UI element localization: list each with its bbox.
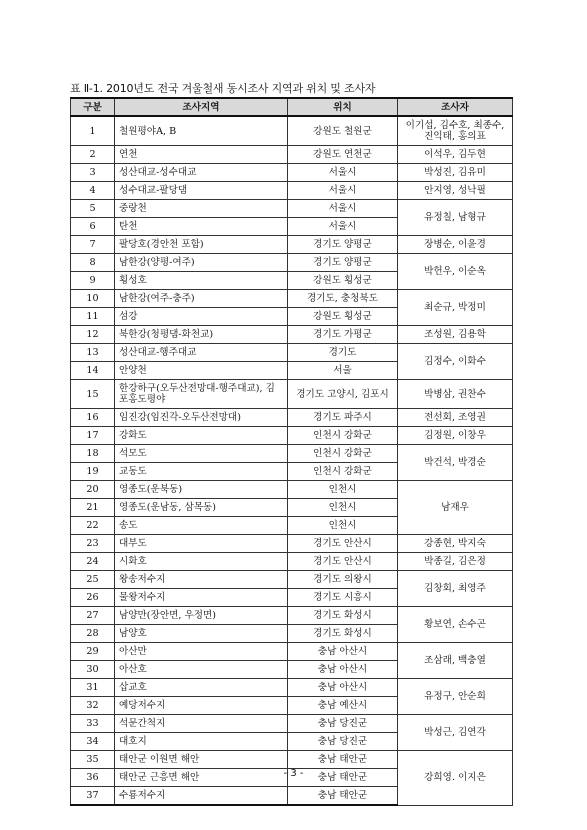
survey-area-cell: 남한강(여주-충주) — [115, 290, 288, 308]
row-number: 31 — [71, 679, 115, 697]
survey-area-cell: 횡성호 — [115, 272, 288, 290]
location-cell: 서울 — [288, 362, 398, 380]
row-number: 9 — [71, 272, 115, 290]
location-cell: 경기도 파주시 — [288, 409, 398, 427]
row-number: 28 — [71, 625, 115, 643]
location-cell: 충남 아산시 — [288, 643, 398, 661]
survey-area-cell: 북한강(청평댐-화천교) — [115, 326, 288, 344]
row-number: 36 — [71, 769, 115, 787]
location-cell: 경기도 안산시 — [288, 553, 398, 571]
survey-area-cell: 안양천 — [115, 362, 288, 380]
location-cell: 경기도 — [288, 344, 398, 362]
location-cell: 서울시 — [288, 182, 398, 200]
surveyor-cell: 김정원, 이창우 — [398, 427, 513, 445]
survey-area-cell: 물왕저수지 — [115, 589, 288, 607]
location-cell: 충남 예산시 — [288, 697, 398, 715]
row-number: 32 — [71, 697, 115, 715]
table-row — [71, 481, 513, 499]
table-row — [71, 409, 513, 427]
table-row — [71, 751, 513, 769]
row-number: 29 — [71, 643, 115, 661]
header-survey-area: 조사지역 — [115, 98, 288, 116]
survey-area-cell: 대부도 — [115, 535, 288, 553]
survey-area-cell: 임진강(임진각-오두산전망대) — [115, 409, 288, 427]
row-number: 27 — [71, 607, 115, 625]
row-number: 20 — [71, 481, 115, 499]
surveyor-cell: 김창회, 최영주 — [398, 571, 513, 607]
survey-area-cell: 중랑천 — [115, 200, 288, 218]
surveyor-cell: 황보연, 손수곤 — [398, 607, 513, 643]
surveyor-cell: 박헌우, 이순옥 — [398, 254, 513, 290]
location-cell: 인천시 강화군 — [288, 427, 398, 445]
location-cell: 강원도 철원군 — [288, 116, 398, 146]
location-cell: 서울시 — [288, 218, 398, 236]
row-number: 18 — [71, 445, 115, 463]
surveyor-cell: 박병삼, 권찬수 — [398, 380, 513, 409]
row-number: 8 — [71, 254, 115, 272]
location-cell: 인천시 강화군 — [288, 463, 398, 481]
location-cell: 경기도 시흥시 — [288, 589, 398, 607]
table-row — [71, 643, 513, 661]
page-number: - 3 - — [283, 768, 304, 779]
survey-area-cell: 수룡저수지 — [115, 787, 288, 806]
surveyor-cell: 이석우, 김두현 — [398, 146, 513, 164]
row-number: 16 — [71, 409, 115, 427]
survey-area-cell: 남양호 — [115, 625, 288, 643]
surveyor-cell: 유정구, 안순희 — [398, 679, 513, 715]
header-category: 구분 — [71, 98, 115, 116]
surveyor-cell: 조성원, 김용학 — [398, 326, 513, 344]
location-cell: 강원도 횡성군 — [288, 272, 398, 290]
row-number: 24 — [71, 553, 115, 571]
surveyor-cell: 김정수, 이화수 — [398, 344, 513, 380]
survey-area-cell: 성산대교-행주대교 — [115, 344, 288, 362]
table-row — [71, 535, 513, 553]
survey-area-cell: 시화호 — [115, 553, 288, 571]
table-row — [71, 715, 513, 733]
survey-area-cell: 대호지 — [115, 733, 288, 751]
location-cell: 인천시 — [288, 481, 398, 499]
location-cell: 강원도 횡성군 — [288, 308, 398, 326]
survey-area-cell: 탄천 — [115, 218, 288, 236]
table-row — [71, 182, 513, 200]
table-row — [71, 344, 513, 362]
surveyor-cell: 이기섭, 김수호, 최종수, 진익태, 홍의표 — [398, 116, 513, 146]
surveyor-cell: 유정칠, 남형규 — [398, 200, 513, 236]
location-cell: 경기도 양평군 — [288, 236, 398, 254]
location-cell: 충남 당진군 — [288, 733, 398, 751]
survey-area-cell: 남양만(장안면, 우정면) — [115, 607, 288, 625]
survey-area-cell: 섬강 — [115, 308, 288, 326]
location-cell: 경기도 안산시 — [288, 535, 398, 553]
table-row — [71, 164, 513, 182]
location-cell: 충남 아산시 — [288, 661, 398, 679]
location-cell: 충남 태안군 — [288, 751, 398, 769]
location-cell: 인천시 — [288, 517, 398, 535]
table-row — [71, 380, 513, 409]
survey-area-cell: 강화도 — [115, 427, 288, 445]
table-row — [71, 326, 513, 344]
table-row — [71, 679, 513, 697]
row-number: 21 — [71, 499, 115, 517]
survey-area-cell: 태안군 이원면 해안 — [115, 751, 288, 769]
row-number: 14 — [71, 362, 115, 380]
location-cell: 충남 태안군 — [288, 769, 398, 787]
header-surveyor: 조사자 — [398, 98, 513, 116]
location-cell: 인천시 — [288, 499, 398, 517]
location-cell: 경기도 양평군 — [288, 254, 398, 272]
row-number: 12 — [71, 326, 115, 344]
survey-area-cell: 남한강(양평-여주) — [115, 254, 288, 272]
table-row — [71, 607, 513, 625]
header-location: 위치 — [288, 98, 398, 116]
row-number: 10 — [71, 290, 115, 308]
surveyor-cell: 박성진, 김유미 — [398, 164, 513, 182]
table-row — [71, 427, 513, 445]
surveyor-cell: 장병순, 이윤경 — [398, 236, 513, 254]
surveyor-cell: 박종길, 김은정 — [398, 553, 513, 571]
table-row — [71, 236, 513, 254]
surveyor-cell: 전선회, 조영권 — [398, 409, 513, 427]
location-cell: 인천시 강화군 — [288, 445, 398, 463]
row-number: 2 — [71, 146, 115, 164]
row-number: 22 — [71, 517, 115, 535]
row-number: 1 — [71, 116, 115, 146]
location-cell: 서울시 — [288, 200, 398, 218]
surveyor-cell: 박성근, 김연각 — [398, 715, 513, 751]
survey-area-cell: 영종도(운남동, 삼목동) — [115, 499, 288, 517]
table-row — [71, 254, 513, 272]
location-cell: 경기도 의왕시 — [288, 571, 398, 589]
row-number: 11 — [71, 308, 115, 326]
row-number: 13 — [71, 344, 115, 362]
row-number: 35 — [71, 751, 115, 769]
survey-area-cell: 연천 — [115, 146, 288, 164]
location-cell: 서울시 — [288, 164, 398, 182]
row-number: 34 — [71, 733, 115, 751]
row-number: 19 — [71, 463, 115, 481]
location-cell: 경기도 화성시 — [288, 607, 398, 625]
survey-area-cell: 성수대교-팔당댐 — [115, 182, 288, 200]
survey-area-cell: 팔당호(경안천 포함) — [115, 236, 288, 254]
survey-area-cell: 한강하구(오두산전망대-행주대교), 김포홍도평야 — [115, 380, 288, 409]
surveyor-cell: 최순규, 박정미 — [398, 290, 513, 326]
row-number: 37 — [71, 787, 115, 806]
survey-area-cell: 교동도 — [115, 463, 288, 481]
table-row — [71, 146, 513, 164]
row-number: 4 — [71, 182, 115, 200]
row-number: 6 — [71, 218, 115, 236]
survey-area-cell: 아산호 — [115, 661, 288, 679]
surveyor-cell: 강종현, 박지숙 — [398, 535, 513, 553]
survey-area-cell: 아산만 — [115, 643, 288, 661]
row-number: 30 — [71, 661, 115, 679]
surveyor-cell: 조삼래, 백충열 — [398, 643, 513, 679]
row-number: 23 — [71, 535, 115, 553]
survey-area-cell: 성산대교-성수대교 — [115, 164, 288, 182]
table-row — [71, 445, 513, 463]
location-cell: 경기도 가평군 — [288, 326, 398, 344]
survey-area-cell: 영종도(운북동) — [115, 481, 288, 499]
survey-area-cell: 왕송저수지 — [115, 571, 288, 589]
survey-area-cell: 송도 — [115, 517, 288, 535]
survey-area-cell: 석모도 — [115, 445, 288, 463]
row-number: 33 — [71, 715, 115, 733]
location-cell: 경기도 고양시, 김포시 — [288, 380, 398, 409]
survey-area-cell: 예당저수지 — [115, 697, 288, 715]
row-number: 3 — [71, 164, 115, 182]
survey-area-cell: 삽교호 — [115, 679, 288, 697]
survey-table — [70, 97, 513, 806]
row-number: 5 — [71, 200, 115, 218]
location-cell: 충남 당진군 — [288, 715, 398, 733]
survey-area-cell: 철원평야A, B — [115, 116, 288, 146]
table-header-row — [71, 98, 513, 116]
location-cell: 경기도 화성시 — [288, 625, 398, 643]
surveyor-cell: 안지영, 성낙필 — [398, 182, 513, 200]
surveyor-cell: 강희영. 이지은 — [398, 751, 513, 806]
table-row — [71, 200, 513, 218]
table-caption: 표 Ⅱ-1. 2010년도 전국 겨울철새 동시조사 지역과 위치 및 조사자 — [70, 82, 376, 95]
surveyor-cell: 남재우 — [398, 481, 513, 535]
row-number: 7 — [71, 236, 115, 254]
table-row — [71, 290, 513, 308]
row-number: 15 — [71, 380, 115, 409]
row-number: 26 — [71, 589, 115, 607]
location-cell: 강원도 연천군 — [288, 146, 398, 164]
location-cell: 경기도, 충청북도 — [288, 290, 398, 308]
location-cell: 충남 태안군 — [288, 787, 398, 806]
survey-area-cell: 태안군 근흥면 해안 — [115, 769, 288, 787]
survey-area-cell: 석문간척지 — [115, 715, 288, 733]
table-row — [71, 116, 513, 146]
row-number: 25 — [71, 571, 115, 589]
table-body — [71, 116, 513, 805]
table-row — [71, 553, 513, 571]
table-row — [71, 571, 513, 589]
location-cell: 충남 아산시 — [288, 679, 398, 697]
surveyor-cell: 박건석, 박경순 — [398, 445, 513, 481]
row-number: 17 — [71, 427, 115, 445]
